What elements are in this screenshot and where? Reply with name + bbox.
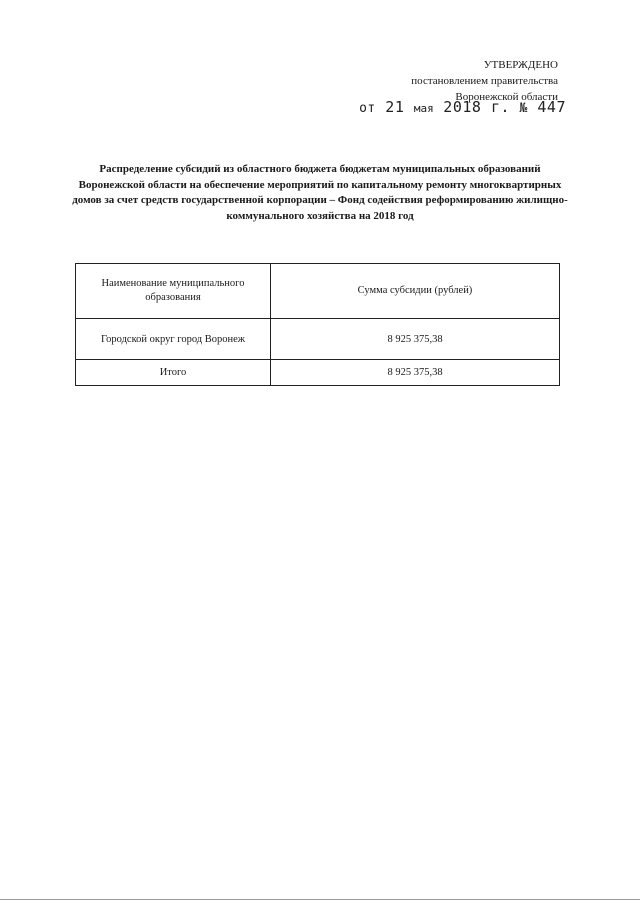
number-sign: №: [519, 101, 528, 116]
date-suffix: г.: [490, 98, 511, 116]
total-amount: 8 925 375,38: [271, 360, 560, 386]
document-number: 447: [537, 98, 566, 116]
date-prefix: от: [359, 101, 376, 116]
table-header-row: [76, 264, 560, 319]
table-total-row: [76, 360, 560, 386]
approval-region: Воронежской области: [455, 91, 558, 103]
scan-bottom-edge: [0, 899, 640, 900]
header-municipality: Наименование муниципального образования: [76, 264, 271, 319]
date-number-stamp: [359, 98, 566, 116]
cell-amount: 8 925 375,38: [271, 319, 560, 360]
total-label: Итого: [76, 360, 271, 386]
header-amount: Сумма субсидии (рублей): [271, 264, 560, 319]
cell-municipality: Городской округ город Воронеж: [76, 319, 271, 360]
document-title: Распределение субсидий из областного бюджета бюджетам муниципальных образований Воронежской области на обеспечение мероприятий по капитальному ремонту многоквартирных домов за счет средств государственной корпорации – Фонд содействия реформированию жилищно-коммунального хозяйства на 2018 год: [72, 163, 568, 222]
date-month: мая: [413, 102, 434, 115]
date-day: 21: [385, 98, 405, 116]
subsidy-table: [75, 263, 560, 386]
table-row: [76, 319, 560, 360]
date-year: 2018: [443, 98, 482, 116]
approval-heading: УТВЕРЖДЕНО: [483, 59, 558, 71]
approval-resolution: постановлением правительства: [411, 75, 558, 87]
